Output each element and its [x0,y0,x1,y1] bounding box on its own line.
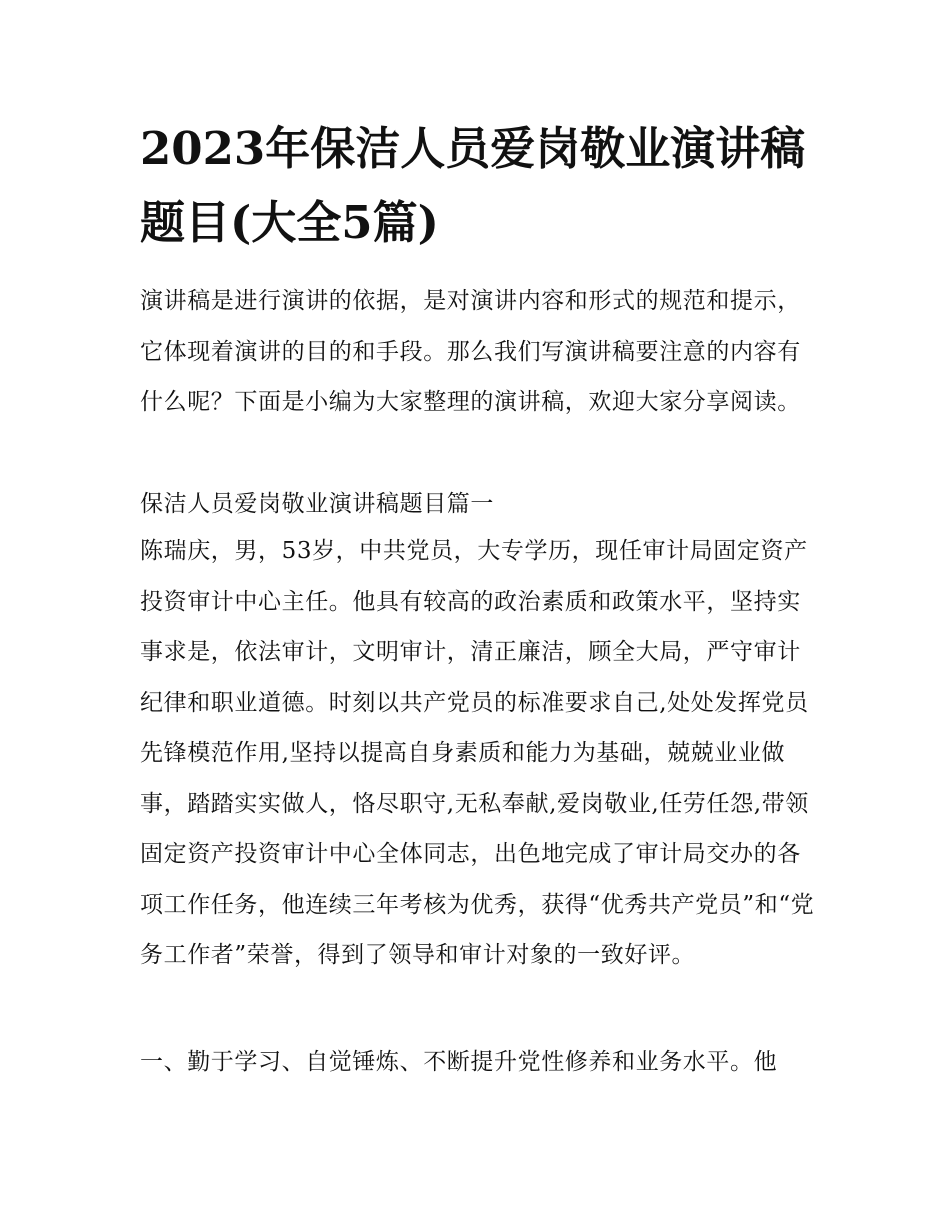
point-one-paragraph: 一、勤于学习、自觉锤炼、不断提升党性修养和业务水平。他 [140,1049,778,1075]
intro-paragraph: 演讲稿是进行演讲的依据，是对演讲内容和形式的规范和提示，它体现着演讲的目的和手段。那么我们写演讲稿要注意的内容有什么呢？下面是小编为大家整理的演讲稿，欢迎大家分享阅读。 [140,288,801,415]
section-heading: 保洁人员爱岗敬业演讲稿题目篇一 [140,491,494,517]
document-title: 2023年保洁人员爱岗敬业演讲稿题目(大全5篇) [140,122,806,249]
profile-paragraph: 陈瑞庆，男，53岁，中共党员，大专学历，现任审计局固定资产投资审计中心主任。他具有较高的政治素质和政策水平，坚持实事求是，依法审计，文明审计，清正廉洁，顾全大局，严守审计纪律和职业道德。时刻以共产党员的标准要求自己,处处发挥党员先锋模范作用,坚持以提高自身素质和能力为基础，兢兢业业做事，踏踏实实做人，恪尽职守,无私奉献,爱岗敬业,任劳任怨,带领固定资产投资审计中心全体同志，出色地完成了审计局交办的各项工作任务，他连续三年考核为优秀，获得“优秀共产党员”和“党务工作者”荣誉，得到了领导和审计对象的一致好评。 [140,538,815,968]
